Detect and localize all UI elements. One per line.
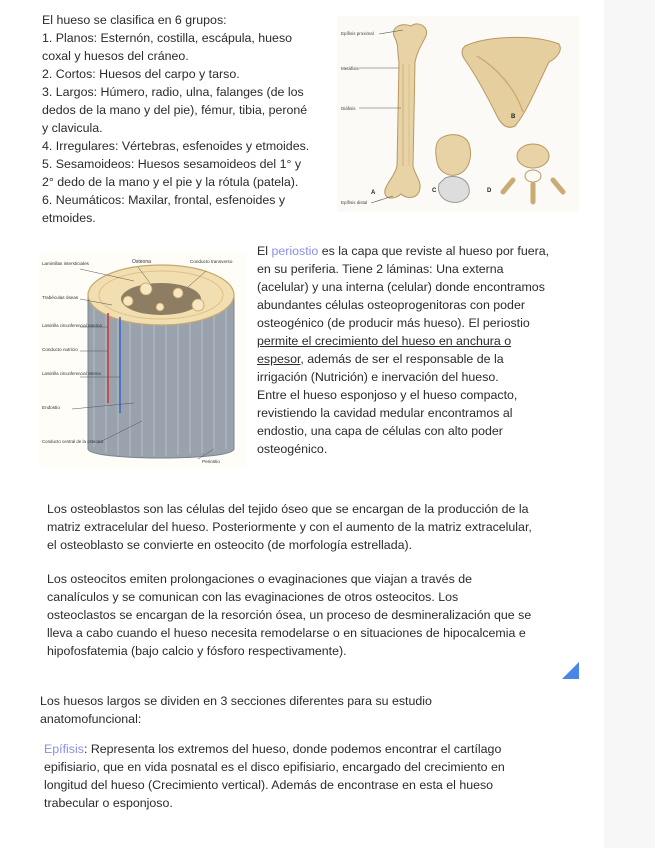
label-distal-epiphysis: Epífisis distal bbox=[341, 200, 368, 205]
paragraph-line: irrigación (Nutrición) e inervación del hueso. bbox=[257, 370, 499, 384]
paragraph-line: osteoclastos se encargan de la resorción ósea, un proceso de desmineralización que se bbox=[47, 608, 532, 622]
corner-triangle-icon bbox=[562, 662, 579, 679]
paragraph-line: Epífisis: Representa los extremos del hueso, donde podemos encontrar el cartílago bbox=[44, 742, 502, 756]
label-central-canal: Conducto central de la osteona bbox=[42, 439, 103, 444]
label-proximal-epiphysis: Epífisis proximal bbox=[341, 31, 374, 36]
bone-types-figure bbox=[337, 16, 579, 212]
paragraph-line: abundantes células osteoprogenitoras con poder bbox=[257, 298, 525, 312]
bone-classification-list bbox=[42, 11, 332, 227]
paragraph-line: (acelular) y una interna (celular) donde encontramos bbox=[257, 280, 545, 294]
list-line: y clavicula. bbox=[42, 121, 103, 135]
paragraph-line: osteogénico. bbox=[257, 442, 328, 456]
paragraph-line: Entre el hueso esponjoso y el hueso compacto, bbox=[257, 388, 518, 402]
list-line: etmoides. bbox=[42, 211, 96, 225]
label-endosteum: Endostio bbox=[42, 405, 60, 410]
irregular-bone-drawing bbox=[503, 144, 563, 202]
periostio-term: periostio bbox=[271, 244, 319, 258]
paragraph-line: el osteoblasto se convierte en osteocito (de morfología estrellada). bbox=[47, 538, 413, 552]
label-inner-lamella: Laminilla circunferencial interna bbox=[42, 371, 101, 376]
paragraph-line: matriz extracelular del hueso. Posteriormente y con el aumento de la matriz extracelular, bbox=[47, 520, 532, 534]
paragraph-line: Los osteocitos emiten prolongaciones o evaginaciones que viajan a través de bbox=[47, 572, 472, 586]
paragraph-line: longitud del hueso (Crecimiento vertical). Además de encontrase en esta el hueso bbox=[44, 778, 494, 792]
page-gutter bbox=[604, 0, 655, 848]
list-line: 3. Largos: Húmero, radio, ulna, falanges (de los bbox=[42, 85, 304, 99]
label-diaphysis: Diáfisis bbox=[341, 106, 356, 111]
epifisis-term: Epífisis bbox=[44, 742, 84, 756]
paragraph-line: osteogénico (de producir más hueso). El periostio bbox=[257, 316, 530, 330]
periosteum-paragraph bbox=[257, 242, 577, 458]
label-nutrient-canal: Conducto nutricio bbox=[42, 347, 78, 352]
paragraph-line: Los osteoblastos son las células del tejido óseo que se encargan de la producción de la bbox=[47, 502, 529, 516]
list-line: El hueso se clasifica en 6 grupos: bbox=[42, 13, 227, 27]
paragraph-line: hipofosfatemia (bajo calcio y fósforo respectivamente). bbox=[47, 644, 347, 658]
list-line: 6. Neumáticos: Maxilar, frontal, esfenoides y bbox=[42, 193, 286, 207]
long-bone-drawing bbox=[385, 24, 427, 198]
paragraph-line: canalículos y se comunican con las evaginaciones de otros osteocitos. Los bbox=[47, 590, 459, 604]
label-interstitial-lamellae: Laminillas intersticiales bbox=[42, 261, 89, 266]
paragraph-line: trabecular o esponjoso. bbox=[44, 796, 173, 810]
epiphysis-paragraph bbox=[44, 740, 584, 812]
letter-a: A bbox=[371, 190, 376, 196]
osteocytes-paragraph bbox=[47, 570, 587, 660]
list-line: 2° dedo de la mano y el pie y la rótula (patela). bbox=[42, 175, 299, 189]
paragraph-line: El periostio es la capa que reviste al hueso por fuera, bbox=[257, 244, 550, 258]
list-line: coxal y huesos del cráneo. bbox=[42, 49, 189, 63]
letter-b: B bbox=[511, 114, 516, 120]
label-trabeculae: Trabéculas óseas bbox=[42, 295, 79, 300]
list-line: 2. Cortos: Huesos del carpo y tarso. bbox=[42, 67, 240, 81]
label-outer-lamella: Laminilla circunferencial externa bbox=[42, 323, 102, 328]
list-line: 4. Irregulares: Vértebras, esfenoides y etmoides. bbox=[42, 139, 310, 153]
paragraph-line: en su periferia. Tiene 2 láminas: Una externa bbox=[257, 262, 504, 276]
paragraph-line: epifisiario, que en vida posnatal es el disco epifisiario, encargado del crecimiento en bbox=[44, 760, 505, 774]
label-osteon: Osteona bbox=[132, 259, 151, 265]
bone-types-illustration bbox=[337, 16, 579, 212]
paragraph-line: anatomofuncional: bbox=[40, 712, 142, 726]
list-line: dedos de la mano y del pie), fémur, tibia, peroné bbox=[42, 103, 308, 117]
osteoblasts-paragraph bbox=[47, 500, 587, 554]
letter-d: D bbox=[487, 188, 492, 194]
list-line: 5. Sesamoideos: Huesos sesamoideos del 1° y bbox=[42, 157, 302, 171]
label-periosteum: Periostio bbox=[202, 459, 220, 464]
espesor-underlined: espesor bbox=[257, 352, 301, 366]
short-bone-drawing bbox=[436, 135, 471, 203]
label-transverse-canal: Conducto transverso bbox=[190, 259, 233, 264]
paragraph-line: revistiendo la cavidad medular encontramos al bbox=[257, 406, 513, 420]
list-line: 1. Planos: Esternón, costilla, escápula, hueso bbox=[42, 31, 293, 45]
paragraph-line: Los huesos largos se dividen en 3 secciones diferentes para su estudio bbox=[40, 694, 432, 708]
paragraph-line: espesor, además de ser el responsable de la bbox=[257, 352, 504, 366]
paragraph-line: lleva a cabo cuando el hueso necesita remodelarse o en situaciones de hipocalcemia e bbox=[47, 626, 526, 640]
paragraph-line-underlined: permite el crecimiento del hueso en anchura o bbox=[257, 334, 512, 348]
paragraph-line: endostio, una capa de células con alto poder bbox=[257, 424, 503, 438]
bone-cylinder-drawing bbox=[88, 265, 234, 458]
label-metaphysis: Metáfisis bbox=[341, 66, 359, 71]
sections-intro-paragraph bbox=[40, 692, 580, 728]
bone-structure-figure bbox=[38, 253, 246, 467]
compact-bone-illustration bbox=[38, 253, 246, 467]
letter-c: C bbox=[432, 188, 437, 194]
